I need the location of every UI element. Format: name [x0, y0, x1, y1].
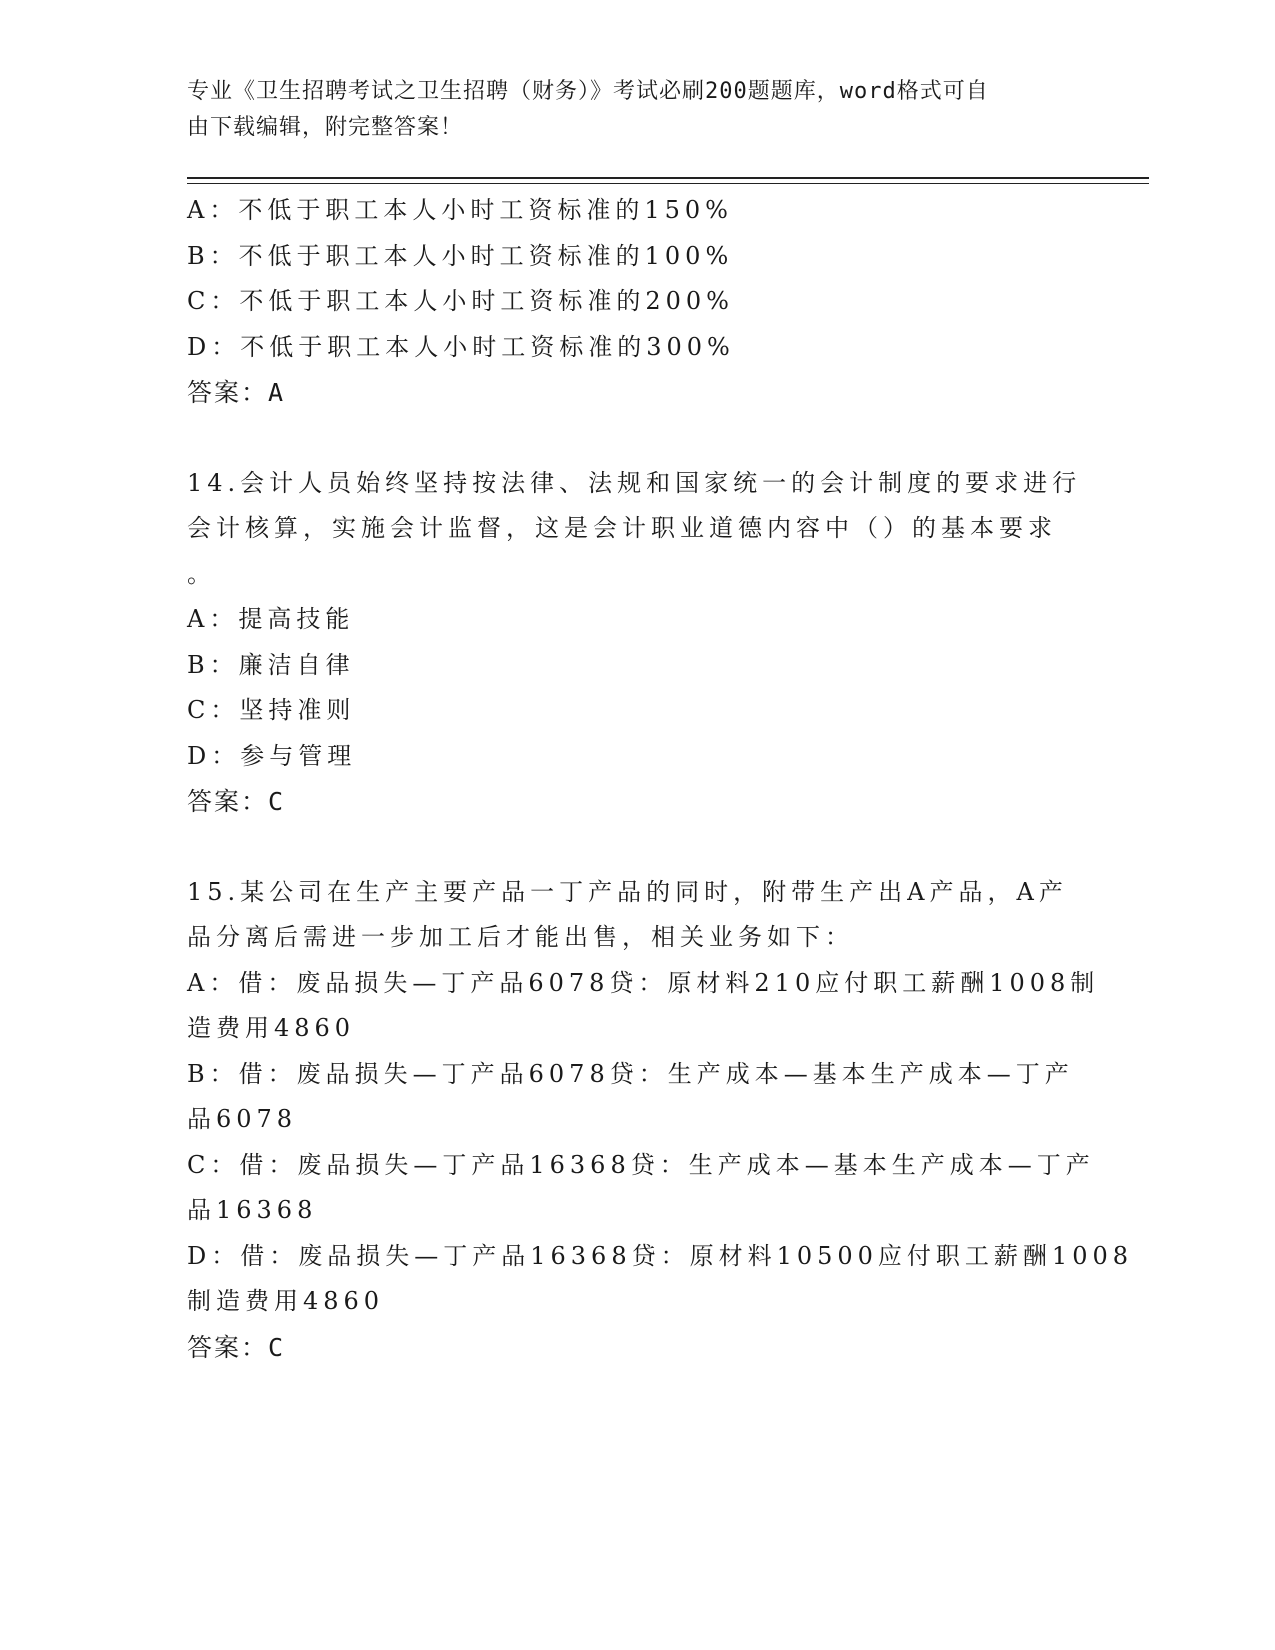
header-divider-thin [187, 183, 1149, 184]
document-header [187, 74, 1067, 146]
option-b: B：廉洁自律 [187, 650, 355, 679]
option-d: D：参与管理 [187, 741, 357, 770]
question-stem-line: 会计核算，实施会计监督，这是会计职业道德内容中（）的基本要求 [187, 514, 1057, 542]
option-c: C：坚持准则 [187, 696, 356, 724]
answer-line: 答案：C [187, 787, 286, 816]
question-stem-line: 。 [187, 559, 216, 588]
header-line-2: 由下载编辑，附完整答案！ [187, 115, 464, 140]
question-14 [187, 461, 1087, 825]
option-a: A：提高技能 [187, 605, 355, 633]
option-b-continued: 品6078 [187, 1105, 298, 1133]
option-d-continued: 制造费用4860 [187, 1287, 385, 1315]
header-divider-thick [187, 177, 1149, 179]
question-15 [187, 870, 1134, 1371]
answer-line: 答案：C [187, 1332, 286, 1362]
option-b: B：不低于职工本人小时工资标准的100% [187, 241, 734, 270]
question-list [187, 188, 1134, 1370]
option-a: A：借：废品损失—丁产品6078贷：原材料210应付职工薪酬1008制 [187, 968, 1100, 997]
option-c: C：不低于职工本人小时工资标准的200% [187, 287, 734, 315]
question-stem-line: 品分离后需进一步加工后才能出售，相关业务如下： [187, 923, 854, 951]
option-b: B：借：废品损失—丁产品6078贷：生产成本—基本生产成本—丁产 [187, 1059, 1074, 1088]
question-stem-line: 14.会计人员始终坚持按法律、法规和国家统一的会计制度的要求进行 [187, 468, 1082, 497]
answer-line: 答案：A [187, 378, 286, 407]
option-c-continued: 品16368 [187, 1196, 318, 1224]
question-13 [187, 188, 1087, 416]
option-c: C：借：废品损失—丁产品16368贷：生产成本—基本生产成本—丁产 [187, 1150, 1095, 1179]
option-a: A：不低于职工本人小时工资标准的150% [187, 196, 733, 224]
option-a-continued: 造费用4860 [187, 1014, 356, 1042]
option-d: D：不低于职工本人小时工资标准的300% [187, 332, 735, 361]
header-line-1: 专业《卫生招聘考试之卫生招聘（财务）》考试必刷200题题库，word格式可自 [187, 79, 989, 104]
option-d: D：借：废品损失—丁产品16368贷：原材料10500应付职工薪酬1008 [187, 1241, 1134, 1270]
question-stem-line: 15.某公司在生产主要产品一丁产品的同时，附带生产出A产品，A产 [187, 877, 1068, 906]
